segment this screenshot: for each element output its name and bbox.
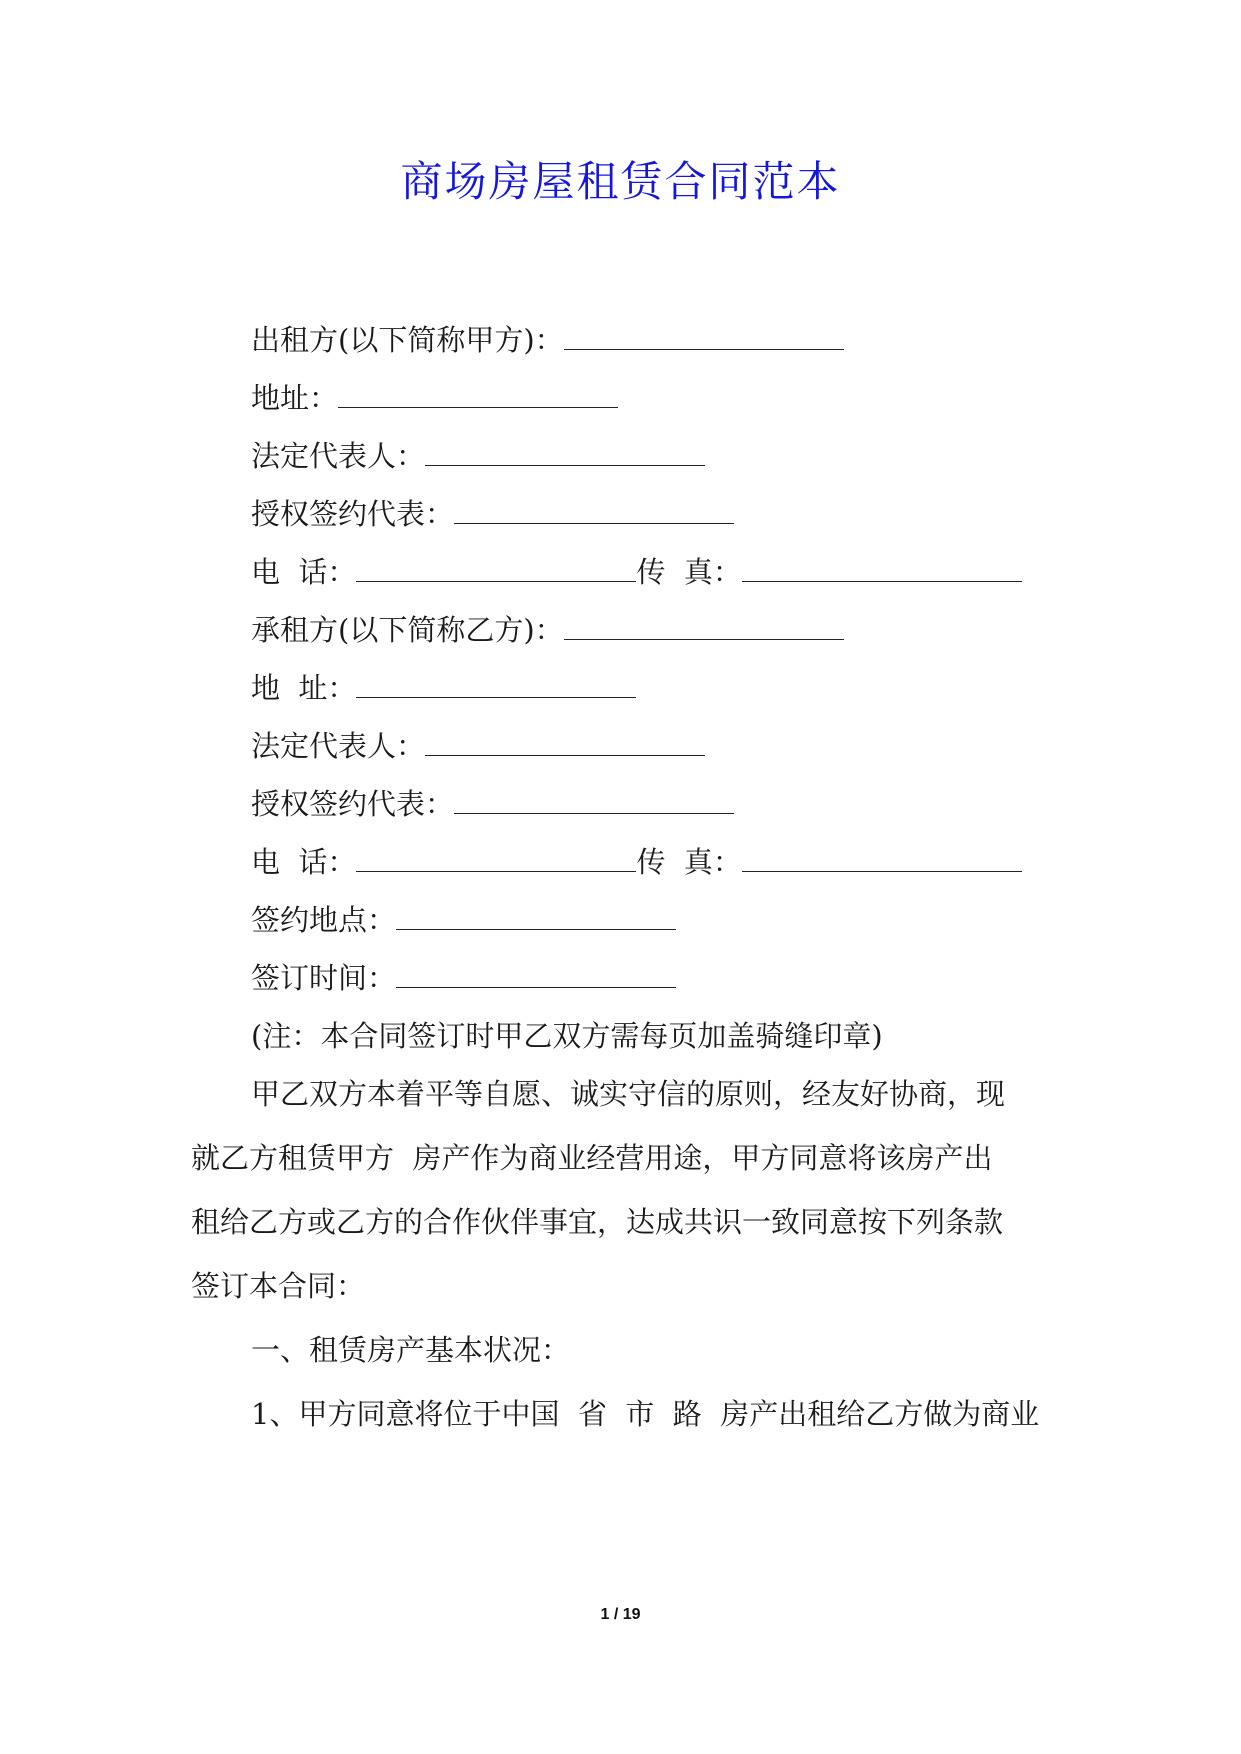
field-label: 地 址： xyxy=(251,671,357,705)
field-label: 出租方(以下简称甲方)： xyxy=(251,323,564,357)
paragraph-line: 租给乙方或乙方的合作伙伴事宜，达成共识一致同意按下列条款 xyxy=(191,1205,1004,1239)
field-label: 授权签约代表： xyxy=(251,787,455,821)
blank-line xyxy=(564,611,844,640)
blank-line xyxy=(454,785,734,814)
page-title: 商场房屋租赁合同范本 xyxy=(400,157,841,206)
lessor-legal-rep-field xyxy=(251,436,705,476)
lessor-phone-fax-field xyxy=(251,552,1022,592)
blank-line xyxy=(454,495,734,524)
lessee-field xyxy=(251,610,844,650)
blank-line xyxy=(425,437,705,466)
lessor-address-field xyxy=(251,378,618,418)
blank-line xyxy=(564,321,844,350)
blank-line xyxy=(356,669,636,698)
section-heading: 一、租赁房产基本状况： xyxy=(251,1333,571,1367)
paragraph-line: 签订本合同： xyxy=(191,1269,366,1303)
lessee-address-field xyxy=(251,668,636,708)
page-number: 1 / 19 xyxy=(600,1606,641,1623)
paragraph-line: 甲乙双方本着平等自愿、诚实守信的原则，经友好协商，现 xyxy=(251,1077,1006,1111)
field-label: 地址： xyxy=(251,381,339,415)
paragraph-line: 就乙方租赁甲方 房产作为商业经营用途，甲方同意将该房产出 xyxy=(191,1141,993,1175)
field-label: 签约地点： xyxy=(251,903,397,937)
field-label: 传 真： xyxy=(636,555,742,589)
field-label: 传 真： xyxy=(636,845,742,879)
field-label: 法定代表人： xyxy=(251,439,426,473)
lessee-auth-rep-field xyxy=(251,784,734,824)
blank-line xyxy=(425,727,705,756)
seal-note: (注：本合同签订时甲乙双方需每页加盖骑缝印章) xyxy=(251,1019,883,1053)
clause-1: 1、甲方同意将位于中国 省 市 路 房产出租给乙方做为商业 xyxy=(251,1397,1040,1431)
field-label: 电 话： xyxy=(251,555,357,589)
lessee-legal-rep-field xyxy=(251,726,705,766)
sign-place-field xyxy=(251,900,676,940)
blank-line xyxy=(356,843,636,872)
blank-line xyxy=(742,553,1022,582)
lessor-auth-rep-field xyxy=(251,494,734,534)
blank-line xyxy=(742,843,1022,872)
blank-line xyxy=(356,553,636,582)
field-label: 电 话： xyxy=(251,845,357,879)
sign-time-field xyxy=(251,958,676,998)
blank-line xyxy=(396,959,676,988)
lessor-field xyxy=(251,320,844,360)
blank-line xyxy=(396,901,676,930)
field-label: 授权签约代表： xyxy=(251,497,455,531)
field-label: 法定代表人： xyxy=(251,729,426,763)
field-label: 承租方(以下简称乙方)： xyxy=(251,613,564,647)
lessee-phone-fax-field xyxy=(251,842,1022,882)
field-label: 签订时间： xyxy=(251,961,397,995)
blank-line xyxy=(338,379,618,408)
